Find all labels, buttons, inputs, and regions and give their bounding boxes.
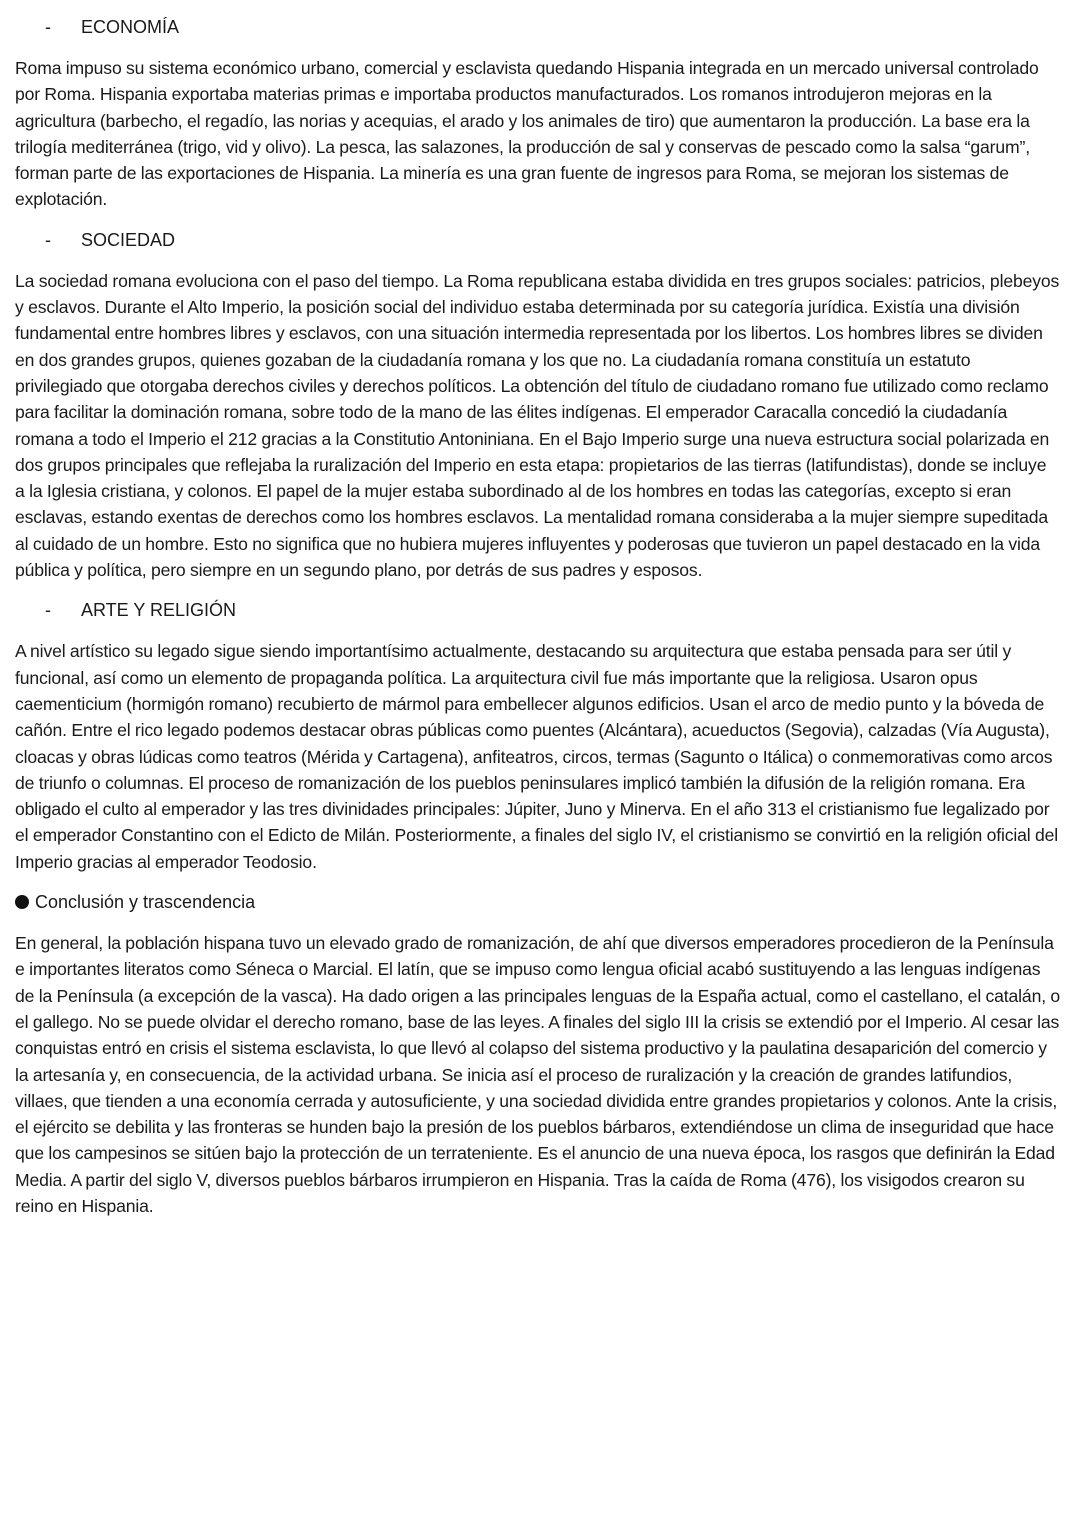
paragraph-arte-religion: A nivel artístico su legado sigue siendo importantísimo actualmente, destacando su arquitectura que estaba pensada para ser útil y funcional, así como un elemento de propaganda política. La arquitectura civil fue más importante que la religiosa. Usaron opus caementicium (hormigón romano) recubierto de mármol para embellecer algunos edificios. Usan el arco de medio punto y la bóveda de cañón. Entre el rico legado podemos destacar obras públicas como puentes (Alcántara), acueductos (Segovia), calzadas (Vía Augusta), cloacas y obras lúdicas como teatros (Mérida y Cartagena), anfiteatros, circos, termas (Sagunto o Itálica) o conmemorativas como arcos de triunfo o columnas. El proceso de romanización de los pueblos peninsulares implicó también la difusión de la religión romana. Era obligado el culto al emperador y las tres divinidades principales: Júpiter, Juno y Minerva. En el año 313 el cristianismo fue legalizado por el emperador Constantino con el Edicto de Milán. Posteriormente, a finales del siglo IV, el cristianismo se convirtió en la religión oficial del Imperio gracias al emperador Teodosio. bbox=[15, 641, 1058, 872]
section-heading-sociedad bbox=[15, 227, 1060, 253]
paragraph-economia: Roma impuso su sistema económico urbano, comercial y esclavista quedando Hispania integrada en un mercado universal controlado por Roma. Hispania exportaba materias primas e importaba productos manufacturados. Los romanos introdujeron mejoras en la agricultura (barbecho, el regadío, las norias y acequias, el arado y los animales de tiro) que aumentaron la producción. La base era la trilogía mediterránea (trigo, vid y olivo). La pesca, las salazones, la producción de sal y conservas de pescado como la salsa “garum”, forman parte de las exportaciones de Hispania. La minería es una gran fuente de ingresos para Roma, se mejoran los sistemas de explotación. bbox=[15, 58, 1039, 210]
bullet-icon bbox=[15, 895, 29, 909]
heading-dash: - bbox=[45, 600, 51, 621]
paragraph-conclusion: En general, la población hispana tuvo un elevado grado de romanización, de ahí que diversos emperadores procedieron de la Península e importantes literatos como Séneca o Marcial. El latín, que se impuso como lengua oficial acabó sustituyendo a las lenguas indígenas de la Península (a excepción de la vasca). Ha dado origen a las principales lenguas de la España actual, como el castellano, el catalán, o el gallego. No se puede olvidar el derecho romano, base de las leyes. A finales del siglo III la crisis se extendió por el Imperio. Al cesar las conquistas entró en crisis el sistema esclavista, lo que llevó al colapso del sistema productivo y la paulatina desaparición del comercio y la artesanía y, en consecuencia, de la actividad urbana. Se inicia así el proceso de ruralización y la creación de grandes latifundios, villaes, que tienden a una economía cerrada y autosuficiente, y una sociedad dividida entre grandes propietarios y colonos. Ante la crisis, el ejército se debilita y las fronteras se hunden bajo la presión de los pueblos bárbaros, extendiéndose un clima de inseguridad que hace que los campesinos se sitúen bajo la protección de un terrateniente. Es el anuncio de una nueva época, los rasgos que definirán la Edad Media. A partir del siglo V, diversos pueblos bárbaros irrumpieron en Hispania. Tras la caída de Roma (476), los visigodos crearon su reino en Hispania. bbox=[15, 933, 1061, 1216]
heading-text: ARTE Y RELIGIÓN bbox=[81, 600, 237, 621]
section-heading-arte-religion bbox=[15, 597, 1060, 623]
heading-dash: - bbox=[45, 229, 51, 250]
heading-text: Conclusión y trascendencia bbox=[35, 892, 256, 913]
section-heading-conclusion bbox=[15, 889, 1060, 915]
heading-text: SOCIEDAD bbox=[81, 229, 176, 250]
heading-text: ECONOMÍA bbox=[81, 17, 180, 37]
document-page bbox=[15, 14, 1060, 1233]
heading-dash: - bbox=[45, 17, 51, 37]
section-heading-economia bbox=[15, 14, 1060, 40]
paragraph-sociedad: La sociedad romana evoluciona con el paso del tiempo. La Roma republicana estaba dividida en tres grupos sociales: patricios, plebeyos y esclavos. Durante el Alto Imperio, la posición social del individuo estaba determinada por su categoría jurídica. Existía una división fundamental entre hombres libres y esclavos, con una situación intermedia representada por los libertos. Los hombres libres se dividen en dos grandes grupos, quienes gozaban de la ciudadanía romana y los que no. La ciudadanía romana constituía un estatuto privilegiado que otorgaba derechos civiles y derechos políticos. La obtención del título de ciudadano romano fue utilizado como reclamo para facilitar la dominación romana, sobre todo de la mano de las élites indígenas. El emperador Caracalla concedió la ciudadanía romana a todo el Imperio el 212 gracias a la Constitutio Antoniniana. En el Bajo Imperio surge una nueva estructura social polarizada en dos grupos principales que reflejaba la ruralización del Imperio en esta etapa: propietarios de las tierras (latifundistas), donde se incluye a la Iglesia cristiana, y colonos. El papel de la mujer estaba subordinado al de los hombres en todas las categorías, excepto si eran esclavas, estando exentas de derechos como los hombres esclavos. La mentalidad romana consideraba a la mujer siempre supeditada al cuidado de un hombre. Esto no significa que no hubiera mujeres influyentes y poderosas que tuvieron un papel destacado en la vida pública y política, pero siempre en un segundo plano, por detrás de sus padres y esposos. bbox=[15, 270, 1060, 581]
